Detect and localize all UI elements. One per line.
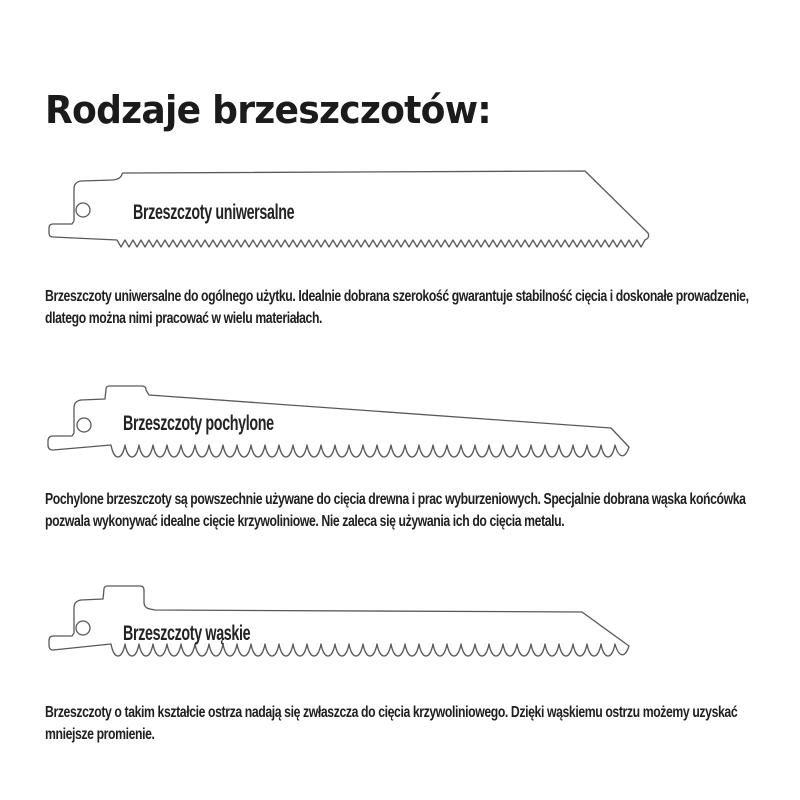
section-universal: [45, 163, 655, 263]
section-pochylone: [45, 383, 655, 473]
blade-label-waskie: Brzeszczoty wąskie: [123, 622, 251, 645]
blade-label-universal: Brzeszczoty uniwersalne: [133, 201, 295, 224]
blade-label-pochylone: Brzeszczoty pochylone: [123, 412, 274, 435]
blade-description-pochylone: Pochylone brzeszczoty są powszechnie używane do cięcia drewna i prac wyburzeniowych. Specjalnie dobrana wąska końcówka pozwala wykonywać idealne cięcie krzywoliniowe. Nie zaleca się używania ich do cięcia metalu.: [45, 490, 746, 530]
page-title: Rodzaje brzeszczotów:: [45, 88, 491, 133]
section-waskie: [45, 580, 655, 680]
blade-description-universal: Brzeszczoty uniwersalne do ogólnego użytku. Idealnie dobrana szerokość gwarantuje stabilność cięcia i doskonałe prowadzenie, dlatego można nimi pracować w wielu materiałach.: [45, 287, 749, 327]
blade-description-waskie: Brzeszczoty o takim kształcie ostrza nadają się zwłaszcza do cięcia krzywoliniowego. Dzięki wąskiemu ostrzu możemy uzyskać mniejsze promienie.: [45, 703, 738, 743]
